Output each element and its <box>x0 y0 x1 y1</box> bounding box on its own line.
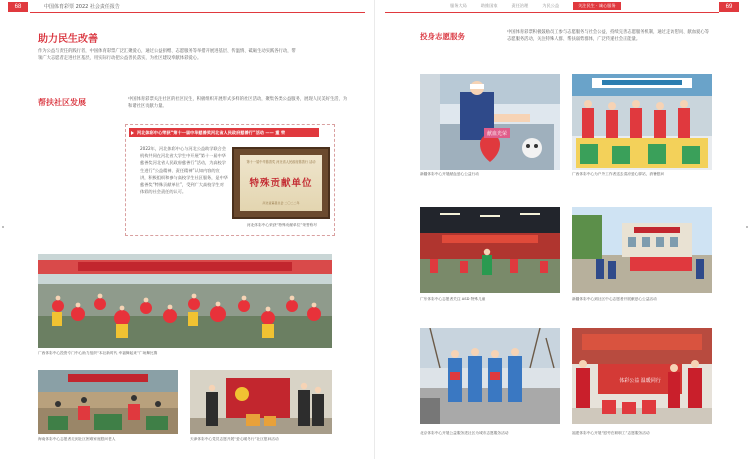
photo-tianjin-visit <box>190 370 332 434</box>
nav-item-governance[interactable]: 责任治理 <box>511 3 529 8</box>
left-margin-mark <box>2 226 4 228</box>
header-divider <box>30 12 365 13</box>
photo-square-dance-caption: 广西体彩中心投资专门中心助力组织“本社新时代 幸福舞起来”广场舞比赛 <box>38 351 158 355</box>
fujian-banner-text: 体彩公益 温暖同行 <box>619 378 661 384</box>
photo-guangxi-station <box>572 74 712 170</box>
section-title-volunteer: 投身志愿服务 <box>420 32 465 41</box>
plaque-main-text: 特殊贡献单位 <box>249 178 313 189</box>
award-banner: 河北体彩中心荣获“第十一届中华慈善奖河北省人民政府慈善行”活动 —— 重 荣 <box>129 128 319 137</box>
photo-beijing-service <box>420 328 560 424</box>
photo-xinjiang-community <box>572 207 712 293</box>
photo-fujian-service <box>572 328 712 424</box>
subsection-title-community: 帮扶社区发展 <box>38 98 86 107</box>
plaque-bottom-text: 河北省慈善总会 二〇二二年 <box>262 201 300 205</box>
photo-hainan-visit <box>38 370 178 434</box>
right-page-number: 69 <box>719 2 739 12</box>
section-title-livelihood: 助力民生改善 <box>38 34 98 45</box>
award-description: 2022年，河北体彩中心与河北公益助学联合会机构共同在河北省大学生中开展“第十一届中华慈善奖河北省人民政府慈善行”活动，为高校学生进行“公益精神、责任精神”认知内容的宣讲，积极组织和参与高校学生社区服务，是中华慈善奖“特殊贡献单位”，受到广大高校学生对体彩的社会责任的认可。 <box>140 146 228 195</box>
nav-item-boost-nation[interactable]: 助推国家 <box>480 3 498 8</box>
right-margin-mark <box>746 226 748 228</box>
section-intro: 作为公益与责任的践行者，中国体育彩票广泛汇聚爱心，通过公益捐赠、志愿服务等举措开展进基层、传温情、砥砺生动实践各行动，带领广大志愿者走进社区基层，用实际行动把公益善民落实，为社区建设奉献体彩爱心。 <box>38 49 296 62</box>
right-page <box>375 0 750 459</box>
caption-beijing: 北京体彩中心开展公益服务进社区为城市志愿服务活动 <box>420 431 509 435</box>
chapter-nav <box>450 3 621 10</box>
left-page-number: 68 <box>8 2 28 12</box>
photo-blood-donation <box>420 74 560 170</box>
nav-item-serve-big-picture[interactable]: 服务大局 <box>450 3 467 8</box>
right-page-header <box>375 0 750 14</box>
photo-tianjin-caption: 天津体彩中心党员志愿开展“爱心暖冬行”社区慰问活动 <box>190 437 279 441</box>
award-plaque-image <box>232 147 330 219</box>
left-page-header <box>0 0 375 14</box>
nav-item-livelihood-active[interactable]: 关注民生 · 诚心服务 <box>573 2 621 10</box>
volunteer-intro: 中国体育彩票积极鼓励员工参与志愿服务与社会公益，持续完善志愿服务机制，通过走访慰问、献血爱心等志愿服务活动，关注特殊人群、帮扶弱势群体，广泛传递社会正能量。 <box>507 30 709 43</box>
caption-fujian: 福建体彩中心开展“慰劳在职职工”志愿服务活动 <box>572 431 650 435</box>
plaque-top-text: 第十一届中华慈善奖 河北省人民政府慈善行 活动 <box>246 160 316 164</box>
award-caption: 河北体彩中心荣获“特殊贡献单位”荣誉称号 <box>246 223 318 227</box>
caption-blood-donation: 新疆体彩中心开展献血爱心公益行动 <box>420 172 479 176</box>
caption-guangdong: 广东体彩中心志愿者关注 ASD 特殊儿童 <box>420 297 486 301</box>
caption-guangxi: 广西体彩中心为户外工作者送去清凉爱心驿站，消暑慰问 <box>572 172 665 176</box>
photo-guangdong-asd <box>420 207 560 293</box>
caption-xinjiang: 新疆体彩中心到社区中心志愿者开展献爱心公益活动 <box>572 297 657 301</box>
nav-item-public-welfare[interactable]: 为民公益 <box>542 3 560 8</box>
report-title: 中国体育彩票 2022 社会责任报告 <box>44 4 120 10</box>
donate-sign-text: 献血光荣 <box>486 131 508 137</box>
subsection-intro: 中国体育彩票关注社区的社区民生，积极组织开展形式多样的社区活动，聚集各类公益服务，展现人民美好生活，为和谐社区贡献力量。 <box>128 97 348 110</box>
award-highlight-box <box>125 124 335 236</box>
photo-square-dance <box>38 254 332 348</box>
photo-hainan-caption: 海南体彩中心志愿者走到社区困难家庭慰问老人 <box>38 437 116 441</box>
header-divider-right <box>385 12 719 13</box>
